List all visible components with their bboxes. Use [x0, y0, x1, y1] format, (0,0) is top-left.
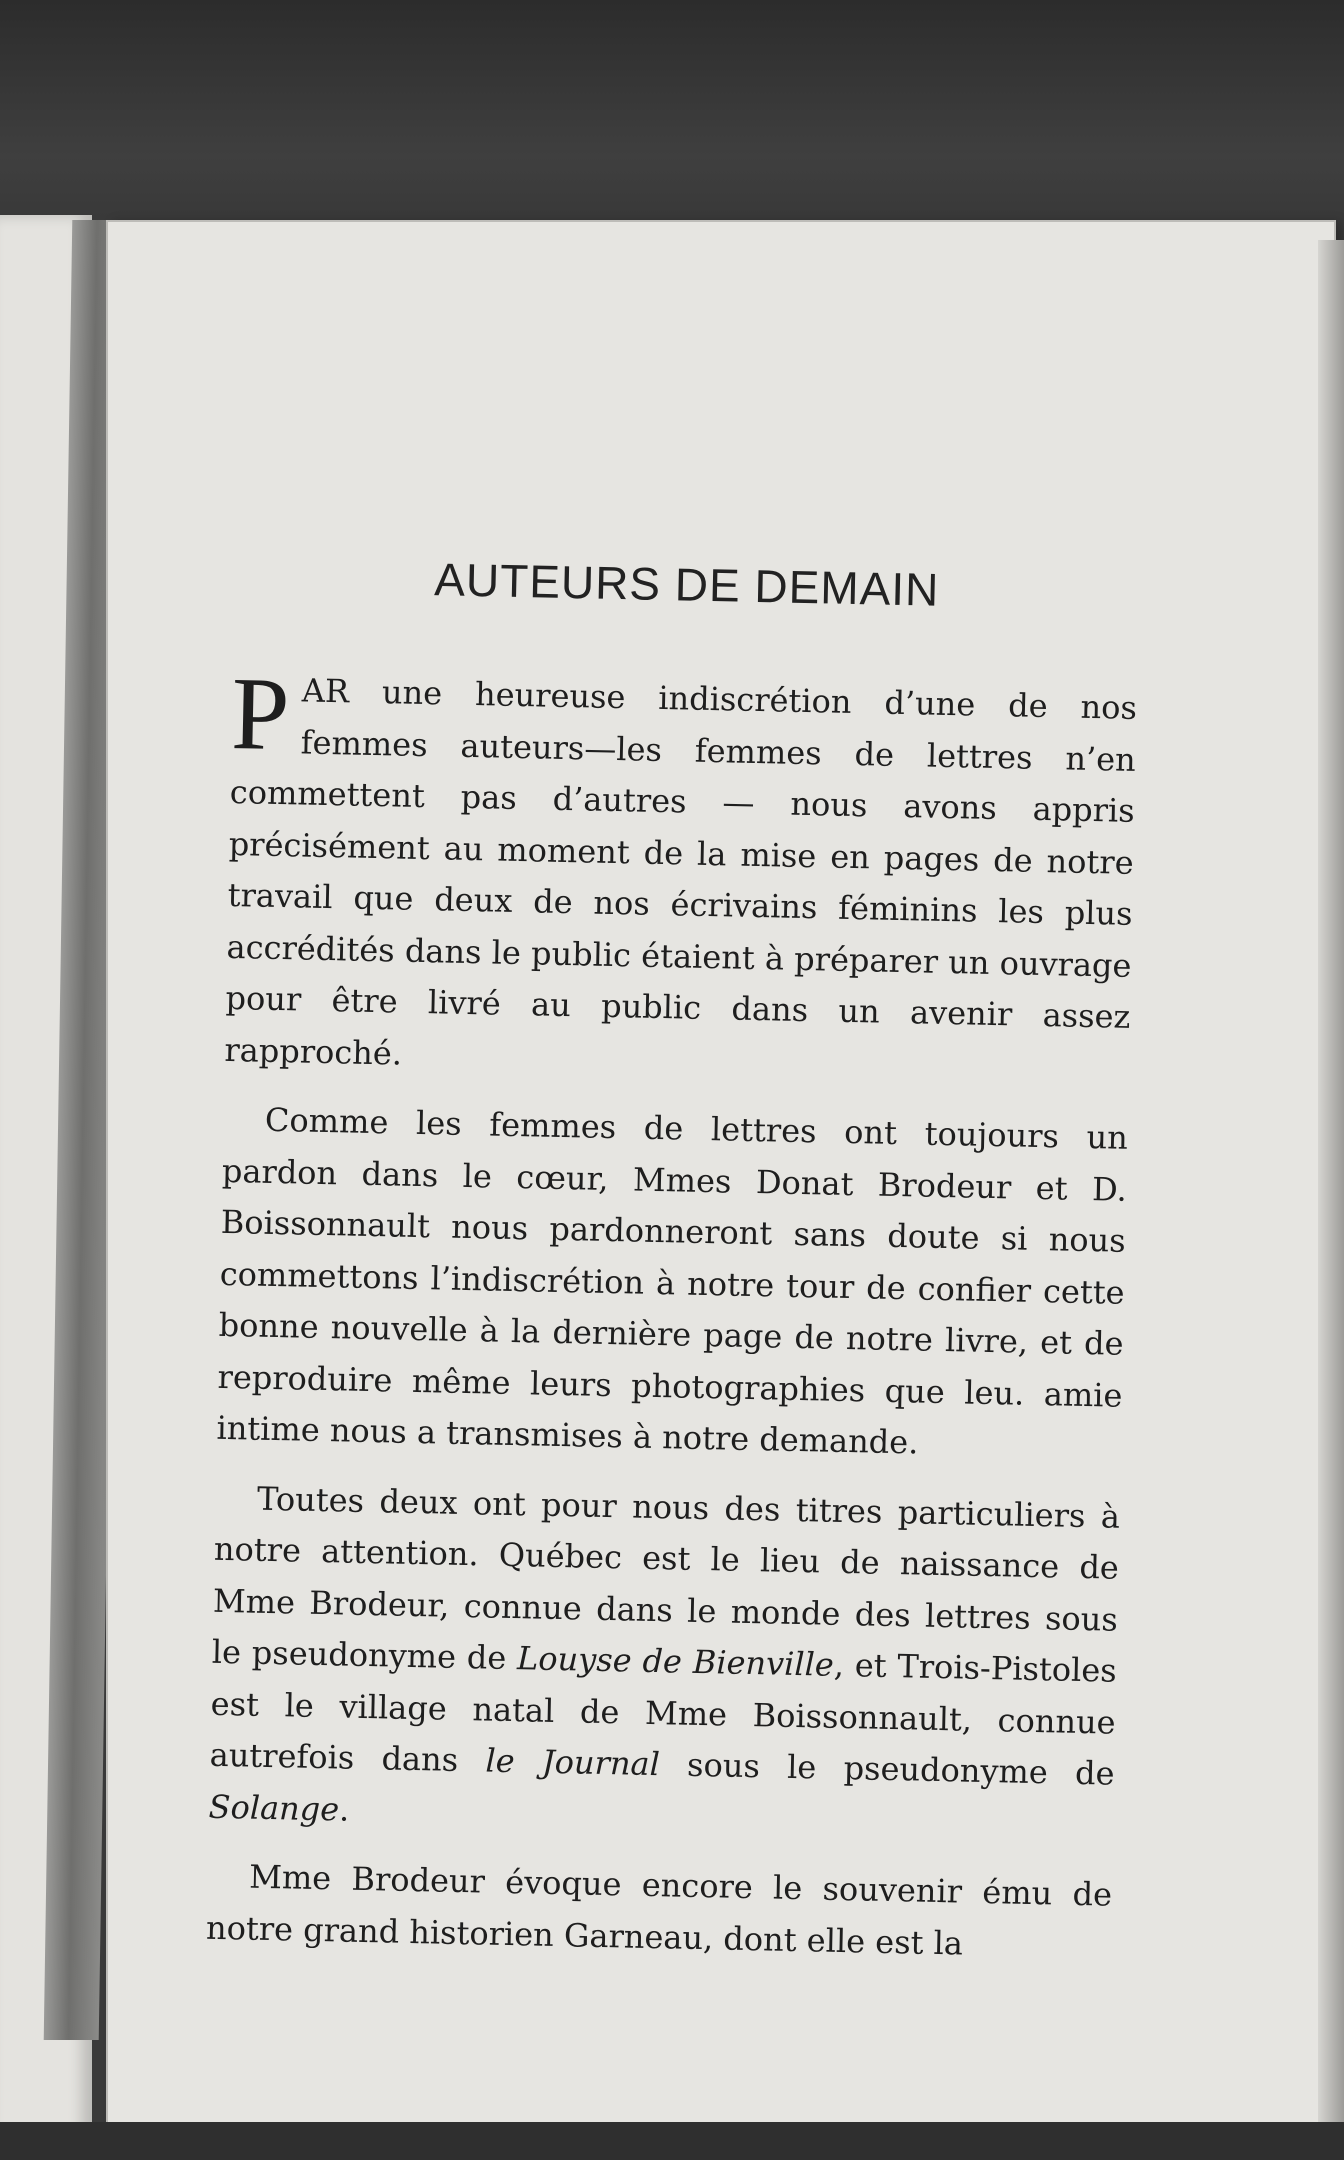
- pseudonym-solange: Solange: [208, 1787, 340, 1828]
- dark-background: [0, 0, 1344, 260]
- paragraph-2: Comme les femmes de lettres ont toujours un pardon dans le cœur, Mmes Donat Brodeur et D. Boissonnault nous pardonneront sans doute si nous commettons l’indiscrétion à notre tour de confier cette bonne nouvelle à la dernière page de notre livre, et de reproduire même leurs photographies que leu. amie intime nous a transmises à notre demande.: [216, 1100, 1129, 1462]
- paragraph-4: Mme Brodeur évoque encore le souvenir ému de notre grand historien Garneau, dont elle est la: [205, 1857, 1113, 1963]
- paragraph-3-part3: sous le pseudonyme de: [659, 1745, 1115, 1793]
- paragraph-3-part4: .: [338, 1789, 350, 1829]
- paragraph-3-part2: , et Trois-Pistoles est le village natal de Mme Boissonnault, connue autrefois dans: [209, 1645, 1118, 1780]
- page-title: AUTEURS DE DEMAIN: [433, 553, 940, 616]
- paragraph-1-text: une heureuse indiscrétion d’une de nos femmes auteurs—les femmes de lettres n’en commettent pas d’autres — nous avons appris précisément au moment de la mise en pages de notre travail que deux de nos écrivains féminins les plus accrédités dans le public étaient à préparer un ouvrage pour être livré au public dans un avenir assez rapproché.: [224, 672, 1138, 1073]
- page-content: [205, 548, 1140, 1991]
- journal-title: le Journal: [485, 1741, 661, 1784]
- paragraph-1: [224, 655, 1138, 1095]
- paragraph-1-lead: AR: [301, 671, 350, 711]
- paragraph-3: [208, 1472, 1120, 1851]
- paragraph-3-part1: Toutes deux ont pour nous des titres particuliers à notre attention. Québec est le lieu de naissance de Mme Brodeur, connue dans le monde des lettres sous le pseudonyme de: [211, 1479, 1121, 1678]
- drop-cap: P: [230, 655, 291, 773]
- bottom-shadow: [0, 2122, 1344, 2160]
- page-right-edge: [1318, 240, 1344, 2160]
- pseudonym-louyse: Louyse de Bienville: [516, 1639, 835, 1684]
